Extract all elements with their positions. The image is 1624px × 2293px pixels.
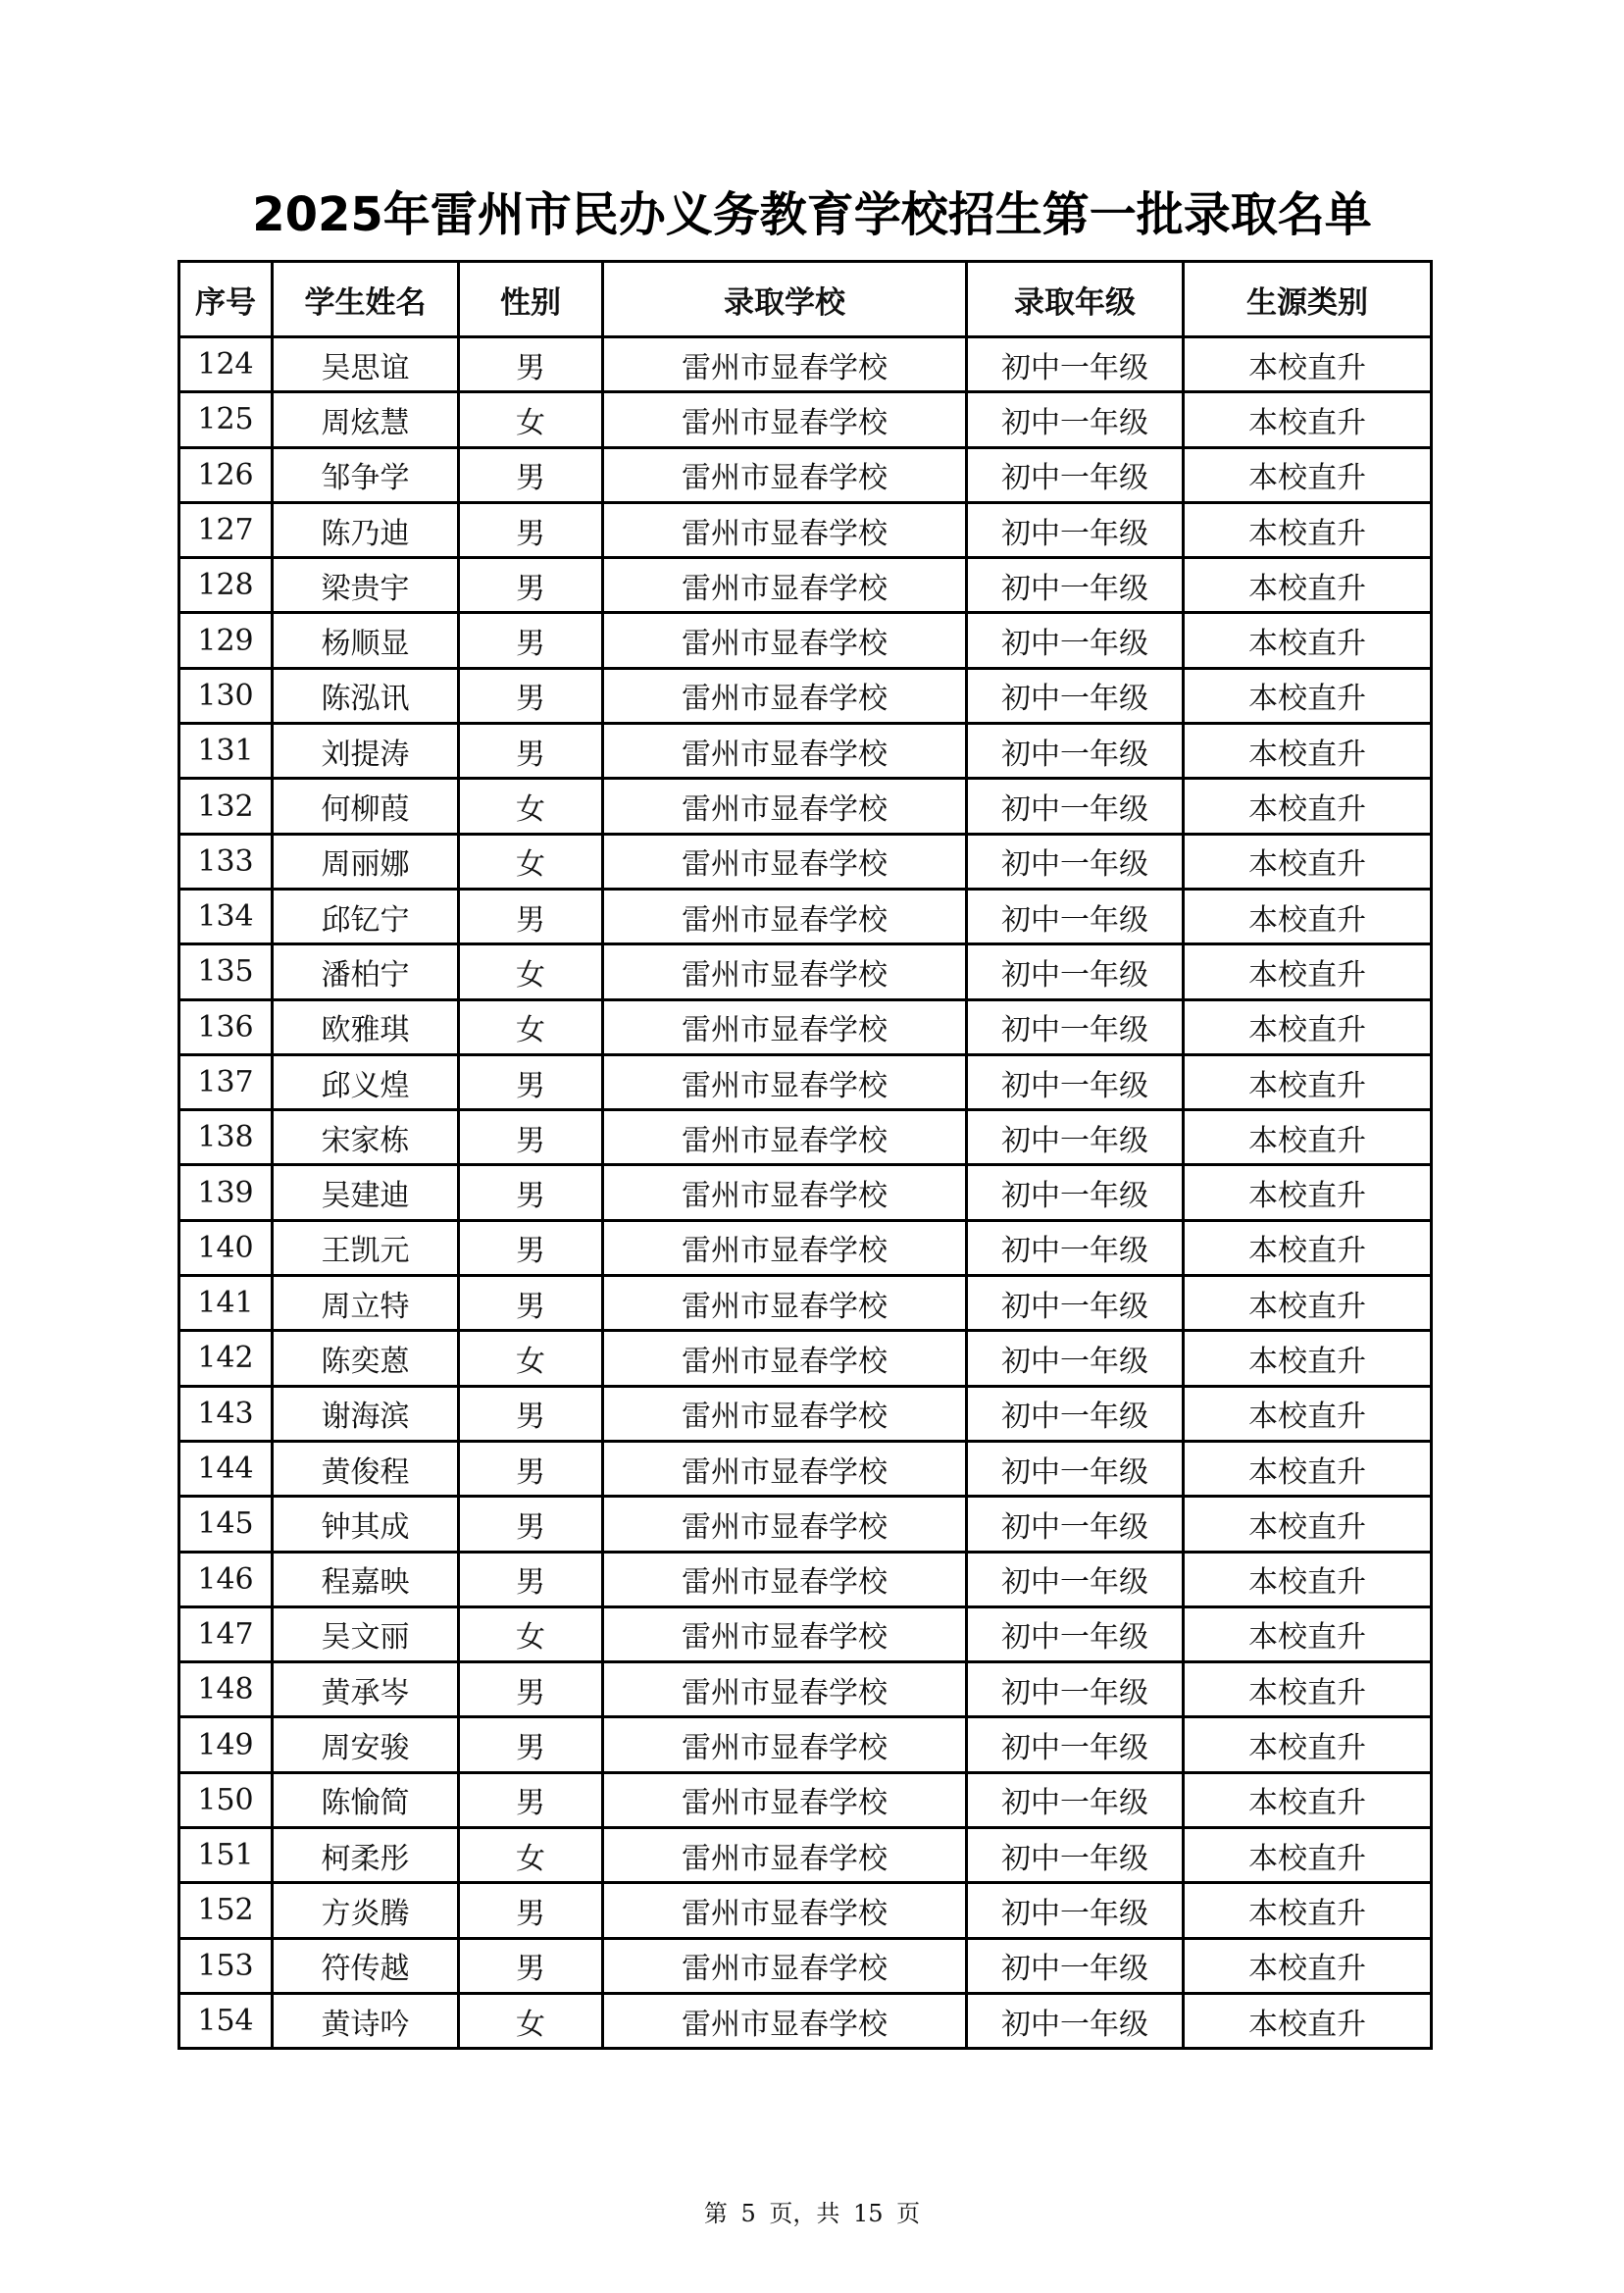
table-row <box>179 779 1432 834</box>
cell-gender: 男 <box>459 1386 603 1441</box>
cell-student-name: 梁贵宇 <box>273 558 459 613</box>
cell-source-type: 本校直升 <box>1184 1497 1432 1552</box>
cell-source-type: 本校直升 <box>1184 558 1432 613</box>
cell-source-type: 本校直升 <box>1184 1276 1432 1331</box>
cell-school: 雷州市显春学校 <box>603 999 967 1054</box>
cell-index: 150 <box>179 1772 273 1827</box>
cell-source-type: 本校直升 <box>1184 944 1432 999</box>
cell-student-name: 陈奕蒽 <box>273 1331 459 1386</box>
cell-gender: 女 <box>459 999 603 1054</box>
cell-school: 雷州市显春学校 <box>603 447 967 502</box>
cell-student-name: 欧雅琪 <box>273 999 459 1054</box>
cell-source-type: 本校直升 <box>1184 1386 1432 1441</box>
cell-school: 雷州市显春学校 <box>603 1717 967 1772</box>
cell-student-name: 钟其成 <box>273 1497 459 1552</box>
cell-grade: 初中一年级 <box>967 779 1184 834</box>
header-index: 序号 <box>179 262 273 337</box>
cell-grade: 初中一年级 <box>967 999 1184 1054</box>
cell-source-type: 本校直升 <box>1184 1772 1432 1827</box>
cell-student-name: 周丽娜 <box>273 834 459 889</box>
cell-source-type: 本校直升 <box>1184 1606 1432 1661</box>
cell-source-type: 本校直升 <box>1184 1883 1432 1938</box>
cell-school: 雷州市显春学校 <box>603 1772 967 1827</box>
cell-student-name: 刘提涛 <box>273 724 459 779</box>
cell-gender: 男 <box>459 1276 603 1331</box>
cell-index: 151 <box>179 1828 273 1883</box>
cell-student-name: 谢海滨 <box>273 1386 459 1441</box>
cell-grade: 初中一年级 <box>967 1441 1184 1496</box>
cell-grade: 初中一年级 <box>967 447 1184 502</box>
cell-grade: 初中一年级 <box>967 1772 1184 1827</box>
cell-student-name: 杨顺显 <box>273 613 459 668</box>
cell-index: 153 <box>179 1938 273 1993</box>
admission-table <box>178 260 1433 2050</box>
table-row <box>179 1938 1432 1993</box>
cell-gender: 女 <box>459 1606 603 1661</box>
table-body <box>179 337 1432 2049</box>
cell-student-name: 方炎腾 <box>273 1883 459 1938</box>
cell-gender: 男 <box>459 502 603 557</box>
cell-school: 雷州市显春学校 <box>603 1054 967 1109</box>
cell-index: 132 <box>179 779 273 834</box>
cell-student-name: 何柳葭 <box>273 779 459 834</box>
cell-source-type: 本校直升 <box>1184 889 1432 943</box>
cell-index: 130 <box>179 668 273 723</box>
cell-grade: 初中一年级 <box>967 668 1184 723</box>
cell-school: 雷州市显春学校 <box>603 779 967 834</box>
cell-index: 139 <box>179 1165 273 1220</box>
cell-source-type: 本校直升 <box>1184 779 1432 834</box>
header-student-name: 学生姓名 <box>273 262 459 337</box>
cell-grade: 初中一年级 <box>967 558 1184 613</box>
cell-school: 雷州市显春学校 <box>603 1938 967 1993</box>
cell-grade: 初中一年级 <box>967 889 1184 943</box>
cell-school: 雷州市显春学校 <box>603 889 967 943</box>
table-row <box>179 1220 1432 1275</box>
cell-student-name: 周立特 <box>273 1276 459 1331</box>
cell-school: 雷州市显春学校 <box>603 1662 967 1717</box>
cell-index: 135 <box>179 944 273 999</box>
cell-index: 129 <box>179 613 273 668</box>
cell-source-type: 本校直升 <box>1184 1220 1432 1275</box>
cell-student-name: 黄承岑 <box>273 1662 459 1717</box>
cell-index: 125 <box>179 392 273 447</box>
table-row <box>179 447 1432 502</box>
cell-grade: 初中一年级 <box>967 1220 1184 1275</box>
table-row <box>179 1772 1432 1827</box>
cell-source-type: 本校直升 <box>1184 1828 1432 1883</box>
table-row <box>179 1993 1432 2048</box>
cell-gender: 男 <box>459 1772 603 1827</box>
cell-grade: 初中一年级 <box>967 1054 1184 1109</box>
cell-source-type: 本校直升 <box>1184 1165 1432 1220</box>
cell-gender: 男 <box>459 1441 603 1496</box>
cell-gender: 男 <box>459 668 603 723</box>
header-grade: 录取年级 <box>967 262 1184 337</box>
table-row <box>179 1331 1432 1386</box>
cell-source-type: 本校直升 <box>1184 668 1432 723</box>
cell-student-name: 周炫慧 <box>273 392 459 447</box>
cell-index: 143 <box>179 1386 273 1441</box>
cell-source-type: 本校直升 <box>1184 1110 1432 1165</box>
cell-grade: 初中一年级 <box>967 724 1184 779</box>
cell-gender: 男 <box>459 1552 603 1606</box>
cell-school: 雷州市显春学校 <box>603 1828 967 1883</box>
cell-index: 140 <box>179 1220 273 1275</box>
cell-student-name: 黄俊程 <box>273 1441 459 1496</box>
cell-gender: 男 <box>459 1165 603 1220</box>
cell-school: 雷州市显春学校 <box>603 1497 967 1552</box>
cell-gender: 男 <box>459 1497 603 1552</box>
cell-source-type: 本校直升 <box>1184 1552 1432 1606</box>
cell-school: 雷州市显春学校 <box>603 1165 967 1220</box>
table-row <box>179 558 1432 613</box>
cell-grade: 初中一年级 <box>967 1993 1184 2048</box>
cell-student-name: 陈泓讯 <box>273 668 459 723</box>
cell-index: 131 <box>179 724 273 779</box>
cell-index: 134 <box>179 889 273 943</box>
cell-grade: 初中一年级 <box>967 1828 1184 1883</box>
cell-student-name: 吴文丽 <box>273 1606 459 1661</box>
cell-gender: 男 <box>459 1220 603 1275</box>
cell-student-name: 陈愉简 <box>273 1772 459 1827</box>
cell-index: 128 <box>179 558 273 613</box>
cell-student-name: 符传越 <box>273 1938 459 1993</box>
cell-index: 133 <box>179 834 273 889</box>
table-row <box>179 1386 1432 1441</box>
cell-gender: 女 <box>459 944 603 999</box>
cell-index: 149 <box>179 1717 273 1772</box>
cell-school: 雷州市显春学校 <box>603 1993 967 2048</box>
cell-grade: 初中一年级 <box>967 1497 1184 1552</box>
cell-student-name: 程嘉映 <box>273 1552 459 1606</box>
cell-index: 138 <box>179 1110 273 1165</box>
cell-school: 雷州市显春学校 <box>603 1883 967 1938</box>
table-header-row <box>179 262 1432 337</box>
cell-gender: 女 <box>459 779 603 834</box>
cell-student-name: 周安骏 <box>273 1717 459 1772</box>
cell-grade: 初中一年级 <box>967 392 1184 447</box>
cell-gender: 男 <box>459 337 603 392</box>
table-row <box>179 834 1432 889</box>
cell-school: 雷州市显春学校 <box>603 1220 967 1275</box>
cell-school: 雷州市显春学校 <box>603 1110 967 1165</box>
table-row <box>179 999 1432 1054</box>
cell-student-name: 吴思谊 <box>273 337 459 392</box>
table-row <box>179 502 1432 557</box>
cell-index: 127 <box>179 502 273 557</box>
cell-gender: 女 <box>459 1993 603 2048</box>
cell-index: 144 <box>179 1441 273 1496</box>
cell-source-type: 本校直升 <box>1184 337 1432 392</box>
table-row <box>179 944 1432 999</box>
cell-grade: 初中一年级 <box>967 1606 1184 1661</box>
cell-grade: 初中一年级 <box>967 1883 1184 1938</box>
cell-student-name: 陈乃迪 <box>273 502 459 557</box>
cell-source-type: 本校直升 <box>1184 1662 1432 1717</box>
cell-school: 雷州市显春学校 <box>603 1552 967 1606</box>
table-row <box>179 1606 1432 1661</box>
cell-source-type: 本校直升 <box>1184 999 1432 1054</box>
cell-index: 124 <box>179 337 273 392</box>
cell-source-type: 本校直升 <box>1184 724 1432 779</box>
cell-grade: 初中一年级 <box>967 1938 1184 1993</box>
cell-index: 142 <box>179 1331 273 1386</box>
document-title: 2025年雷州市民办义务教育学校招生第一批录取名单 <box>252 187 1372 242</box>
cell-gender: 男 <box>459 889 603 943</box>
cell-index: 147 <box>179 1606 273 1661</box>
cell-index: 152 <box>179 1883 273 1938</box>
cell-school: 雷州市显春学校 <box>603 668 967 723</box>
cell-gender: 女 <box>459 1828 603 1883</box>
cell-grade: 初中一年级 <box>967 1165 1184 1220</box>
table-row <box>179 724 1432 779</box>
cell-grade: 初中一年级 <box>967 1331 1184 1386</box>
cell-school: 雷州市显春学校 <box>603 392 967 447</box>
table-row <box>179 889 1432 943</box>
cell-grade: 初中一年级 <box>967 834 1184 889</box>
table-row <box>179 613 1432 668</box>
cell-student-name: 邱钇宁 <box>273 889 459 943</box>
cell-index: 141 <box>179 1276 273 1331</box>
cell-grade: 初中一年级 <box>967 613 1184 668</box>
cell-grade: 初中一年级 <box>967 944 1184 999</box>
cell-source-type: 本校直升 <box>1184 1054 1432 1109</box>
cell-gender: 男 <box>459 724 603 779</box>
cell-index: 126 <box>179 447 273 502</box>
table-row <box>179 1552 1432 1606</box>
cell-source-type: 本校直升 <box>1184 502 1432 557</box>
cell-school: 雷州市显春学校 <box>603 944 967 999</box>
cell-school: 雷州市显春学校 <box>603 1276 967 1331</box>
cell-source-type: 本校直升 <box>1184 447 1432 502</box>
cell-school: 雷州市显春学校 <box>603 834 967 889</box>
cell-gender: 男 <box>459 447 603 502</box>
cell-student-name: 宋家栋 <box>273 1110 459 1165</box>
cell-index: 154 <box>179 1993 273 2048</box>
table-row <box>179 392 1432 447</box>
cell-grade: 初中一年级 <box>967 1276 1184 1331</box>
cell-grade: 初中一年级 <box>967 1552 1184 1606</box>
cell-student-name: 邹争学 <box>273 447 459 502</box>
cell-index: 145 <box>179 1497 273 1552</box>
table-row <box>179 1276 1432 1331</box>
cell-student-name: 吴建迪 <box>273 1165 459 1220</box>
cell-school: 雷州市显春学校 <box>603 724 967 779</box>
cell-student-name: 黄诗吟 <box>273 1993 459 2048</box>
cell-index: 148 <box>179 1662 273 1717</box>
cell-student-name: 邱义煌 <box>273 1054 459 1109</box>
cell-school: 雷州市显春学校 <box>603 613 967 668</box>
cell-source-type: 本校直升 <box>1184 613 1432 668</box>
cell-gender: 女 <box>459 834 603 889</box>
cell-student-name: 潘柏宁 <box>273 944 459 999</box>
cell-source-type: 本校直升 <box>1184 834 1432 889</box>
cell-index: 136 <box>179 999 273 1054</box>
header-source-type: 生源类别 <box>1184 262 1432 337</box>
cell-gender: 男 <box>459 1662 603 1717</box>
cell-school: 雷州市显春学校 <box>603 337 967 392</box>
table-row <box>179 1717 1432 1772</box>
cell-grade: 初中一年级 <box>967 502 1184 557</box>
table-row <box>179 1497 1432 1552</box>
cell-grade: 初中一年级 <box>967 1386 1184 1441</box>
cell-gender: 男 <box>459 613 603 668</box>
cell-school: 雷州市显春学校 <box>603 502 967 557</box>
cell-gender: 男 <box>459 1717 603 1772</box>
table-row <box>179 1883 1432 1938</box>
cell-student-name: 王凯元 <box>273 1220 459 1275</box>
table-row <box>179 1441 1432 1496</box>
table-row <box>179 337 1432 392</box>
cell-gender: 男 <box>459 1883 603 1938</box>
cell-grade: 初中一年级 <box>967 337 1184 392</box>
cell-gender: 男 <box>459 1054 603 1109</box>
cell-gender: 男 <box>459 558 603 613</box>
cell-source-type: 本校直升 <box>1184 1441 1432 1496</box>
cell-source-type: 本校直升 <box>1184 1331 1432 1386</box>
cell-grade: 初中一年级 <box>967 1662 1184 1717</box>
cell-grade: 初中一年级 <box>967 1717 1184 1772</box>
cell-source-type: 本校直升 <box>1184 1993 1432 2048</box>
page-footer: 第 5 页，共 15 页 <box>703 2200 921 2227</box>
header-gender: 性别 <box>459 262 603 337</box>
cell-gender: 女 <box>459 1331 603 1386</box>
cell-source-type: 本校直升 <box>1184 1938 1432 1993</box>
cell-gender: 男 <box>459 1110 603 1165</box>
cell-grade: 初中一年级 <box>967 1110 1184 1165</box>
cell-index: 146 <box>179 1552 273 1606</box>
cell-gender: 女 <box>459 392 603 447</box>
cell-student-name: 柯柔彤 <box>273 1828 459 1883</box>
header-school: 录取学校 <box>603 262 967 337</box>
cell-gender: 男 <box>459 1938 603 1993</box>
table-row <box>179 1662 1432 1717</box>
cell-school: 雷州市显春学校 <box>603 1441 967 1496</box>
table-row <box>179 1165 1432 1220</box>
cell-source-type: 本校直升 <box>1184 392 1432 447</box>
table-row <box>179 1828 1432 1883</box>
table-row <box>179 1110 1432 1165</box>
cell-school: 雷州市显春学校 <box>603 1606 967 1661</box>
cell-school: 雷州市显春学校 <box>603 558 967 613</box>
cell-index: 137 <box>179 1054 273 1109</box>
cell-source-type: 本校直升 <box>1184 1717 1432 1772</box>
table-row <box>179 668 1432 723</box>
table-row <box>179 1054 1432 1109</box>
cell-school: 雷州市显春学校 <box>603 1331 967 1386</box>
cell-school: 雷州市显春学校 <box>603 1386 967 1441</box>
